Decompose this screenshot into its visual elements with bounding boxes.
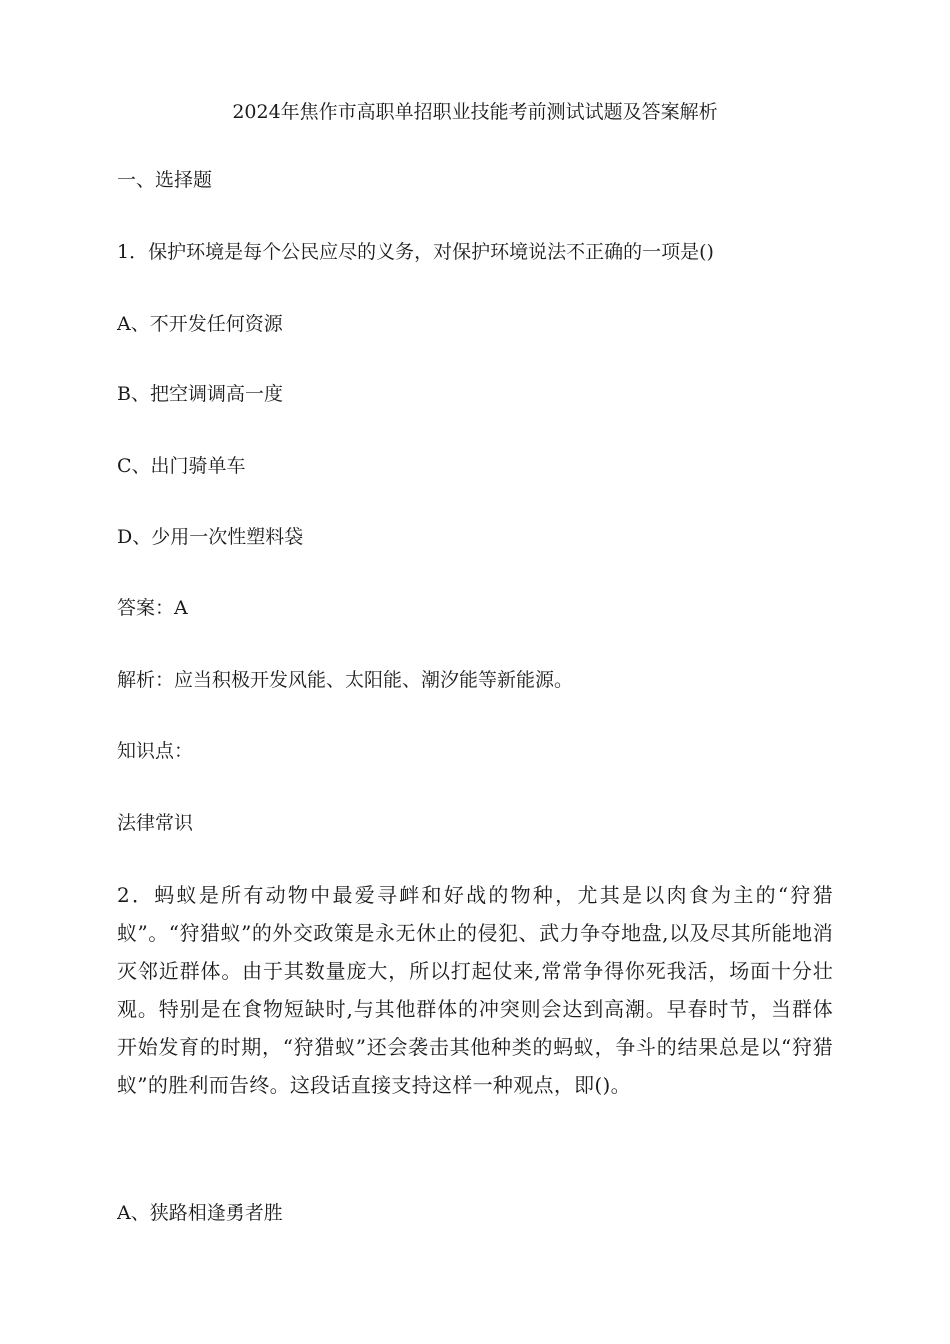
question-1-option-b: B、把空调调高一度 <box>117 383 283 405</box>
question-1-knowledge-value: 法律常识 <box>117 812 194 834</box>
question-1-knowledge-label: 知识点： <box>117 740 194 762</box>
question-1-answer: 答案：A <box>117 597 188 619</box>
question-2-stem: 2．蚂蚁是所有动物中最爱寻衅和好战的物种，尤其是以肉食为主的“狩猎蚁”。“狩猎蚁”的外交政策是永无休止的侵犯、武力争夺地盘,以及尽其所能地消灭邻近群体。由于其数量庞大，所以打起仗来,常常争得你死我活，场面十分壮观。特别是在食物短缺时,与其他群体的冲突则会达到高潮。早春时节，当群体开始发育的时期，“狩猎蚁”还会袭击其他种类的蚂蚁，争斗的结果总是以“狩猎蚁”的胜利而告终。这段话直接支持这样一种观点，即()。 <box>117 883 833 1097</box>
question-1-analysis: 解析：应当积极开发风能、太阳能、潮汐能等新能源。 <box>117 669 574 691</box>
question-1-option-c: C、出门骑单车 <box>117 455 246 477</box>
question-1-stem: 1．保护环境是每个公民应尽的义务，对保护环境说法不正确的一项是() <box>117 241 714 263</box>
question-1-option-d: D、少用一次性塑料袋 <box>117 526 304 548</box>
document-title: 2024年焦作市高职单招职业技能考前测试试题及答案解析 <box>232 101 718 123</box>
question-2-option-a: A、狭路相逢勇者胜 <box>117 1202 283 1224</box>
question-1-option-a: A、不开发任何资源 <box>117 313 283 335</box>
section-heading: 一、选择题 <box>117 169 213 191</box>
